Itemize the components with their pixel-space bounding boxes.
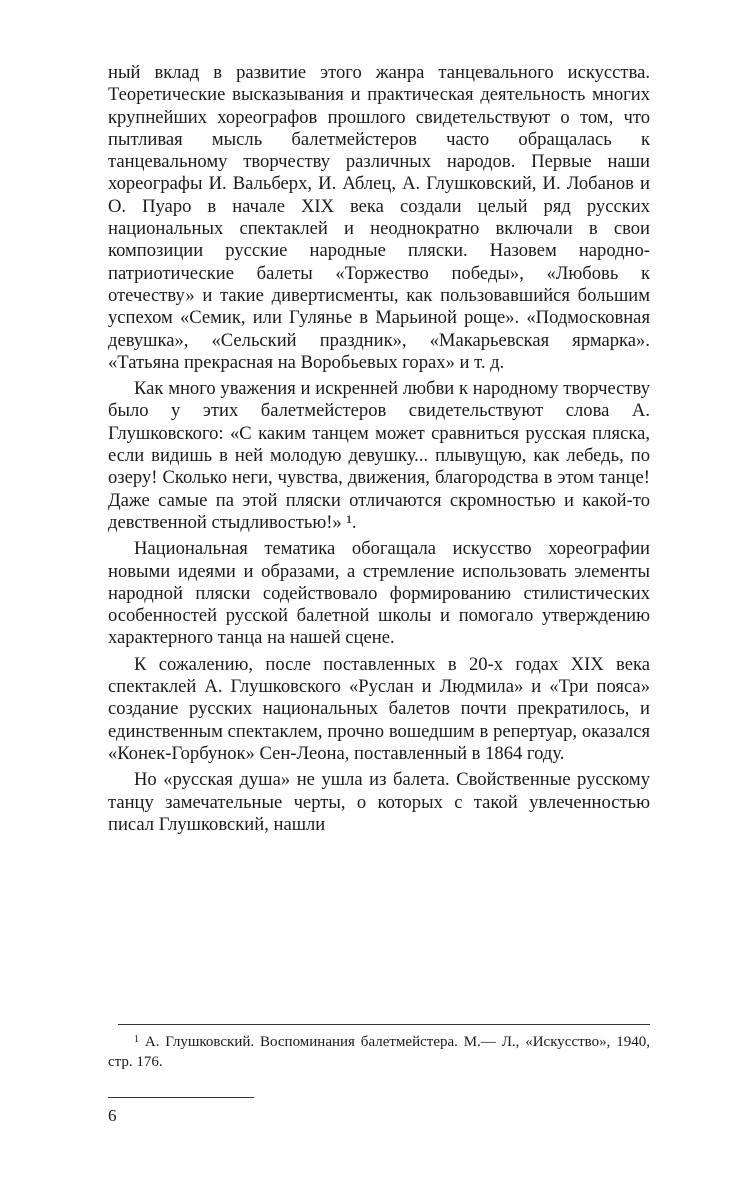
paragraph-5: Но «русская душа» не ушла из балета. Свойственные русскому танцу замечательные черты, о которых с такой увлеченностью писал Глушковский, нашли bbox=[108, 769, 650, 835]
paragraph-4: К сожалению, после поставленных в 20-х годах XIX века спектаклей А. Глушковского «Руслан и Людмила» и «Три пояса» создание русских национальных балетов почти прекратилось, и единственным спектаклем, прочно вошедшим в репертуар, оказался «Конек-Горбунок» Сен-Леона, поставленный в 1864 году. bbox=[108, 653, 650, 764]
paragraph-1: ный вклад в развитие этого жанра танцевального искусства. Теоретические высказывания и практическая деятельность многих крупнейших хореографов прошлого свидетельствуют о том, что пытливая мысль балетмейстеров часто обращалась к танцевальному творчеству различных народов. Первые наши хореографы И. Вальберх, И. Аблец, А. Глушковский, И. Лобанов и О. Пуаро в начале XIX века создали целый ряд русских национальных спектаклей и неоднократно включали в свои композиции русские народные пляски. Назовем народно-патриотические балеты «Торжество победы», «Любовь к отечеству» и такие дивертисменты, как пользовавшийся большим успехом «Семик, или Гулянье в Марьиной роще». «Подмосковная девушка», «Сельский праздник», «Макарьевская ярмарка». «Татьяна прекрасная на Воробьевых горах» и т. д. bbox=[108, 62, 650, 373]
footnote-text: А. Глушковский. Воспоминания балетмейстера. М.— Л., «Искусство», 1940, стр. 176. bbox=[108, 1034, 650, 1070]
footnote-marker: 1 bbox=[134, 1034, 139, 1045]
page-number-divider bbox=[108, 1097, 254, 1098]
footnote-divider bbox=[118, 1024, 650, 1025]
body-text bbox=[108, 62, 650, 836]
page-number: 6 bbox=[108, 1106, 117, 1125]
footnote bbox=[108, 1032, 650, 1072]
paragraph-2: Как много уважения и искренней любви к народному творчеству было у этих балетмейстеров свидетельствуют слова А. Глушковского: «С каким танцем может сравниться русская пляска, если видишь в ней молодую девушку... плывущую, как лебедь, по озеру! Сколько неги, чувства, движения, благородства в этом танце! Даже самые па этой пляски отличаются скромностью и какой-то девственной стыдливостью!» ¹. bbox=[108, 378, 650, 533]
paragraph-3: Национальная тематика обогащала искусство хореографии новыми идеями и образами, а стремление использовать элементы народной пляски содействовало формированию стилистических особенностей русской балетной школы и помогало утверждению характерного танца на нашей сцене. bbox=[108, 538, 650, 649]
